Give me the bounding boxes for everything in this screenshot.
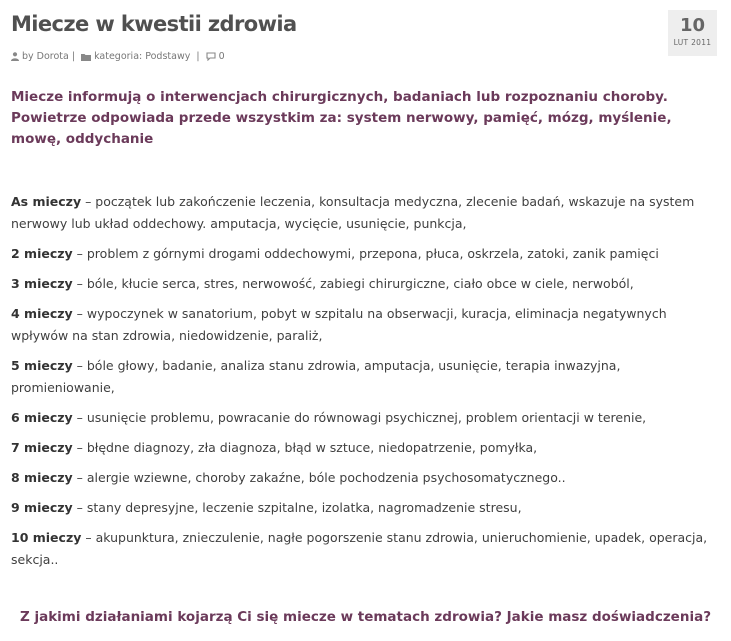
card-name: 9 mieczy <box>11 500 73 515</box>
card-name: 3 mieczy <box>11 276 73 291</box>
date-badge <box>668 10 717 56</box>
date-day: 10 <box>679 15 706 36</box>
card-name: As mieczy <box>11 194 82 209</box>
card-meaning: – usunięcie problemu, powracanie do równowagi psychicznej, problem orientacji w terenie, <box>72 410 647 425</box>
lead-line-1: Miecze informują o interwencjach chirurgicznych, badaniach lub rozpoznaniu choroby. <box>11 89 668 105</box>
post-title[interactable]: Miecze w kwestii zdrowia <box>11 12 297 36</box>
lead-paragraph <box>11 87 691 150</box>
card-meaning: – bóle, kłucie serca, stres, nerwowość, zabiegi chirurgiczne, ciało obce w ciele, nerwoból, <box>72 276 634 291</box>
list-item <box>11 355 723 399</box>
list-item <box>11 243 723 265</box>
card-name: 4 mieczy <box>11 306 73 321</box>
card-meaning: – stany depresyjne, leczenie szpitalne, izolatka, nagromadzenie stresu, <box>72 500 522 515</box>
card-meaning: – akupunktura, znieczulenie, nagłe pogorszenie stanu zdrowia, unieruchomienie, upadek, operacja, sekcja.. <box>11 530 708 567</box>
card-meaning: – wypoczynek w sanatorium, pobyt w szpitalu na obserwacji, kuracja, eliminacja negatywnych wpływów na stan zdrowia, niedowidzenie, paraliż, <box>11 306 667 343</box>
list-item <box>11 273 723 295</box>
card-name: 10 mieczy <box>11 530 82 545</box>
post-meta <box>11 51 225 62</box>
card-name: 2 mieczy <box>11 246 73 261</box>
list-item <box>11 527 723 571</box>
card-meaning: – błędne diagnozy, zła diagnoza, błąd w sztuce, niedopatrzenie, pomyłka, <box>72 440 538 455</box>
card-name: 7 mieczy <box>11 440 73 455</box>
comments-count[interactable]: 0 <box>218 51 225 62</box>
user-icon <box>11 52 19 61</box>
comment-icon <box>206 52 216 61</box>
card-meaning: – początek lub zakończenie leczenia, konsultacja medyczna, zlecenie badań, wskazuje na system nerwowy lub układ oddechowy. amputacja, wycięcie, usunięcie, punkcja, <box>11 194 695 231</box>
list-item <box>11 467 723 489</box>
card-meaning: – problem z górnymi drogami oddechowymi, przepona, płuca, oskrzela, zatoki, zanik pamięci <box>72 246 659 261</box>
list-item <box>11 497 723 519</box>
category-link[interactable]: kategoria: Podstawy <box>94 51 191 62</box>
card-name: 8 mieczy <box>11 470 73 485</box>
date-month-year: LUT 2011 <box>673 38 712 47</box>
list-item <box>11 437 723 459</box>
list-item <box>11 303 723 347</box>
lead-line-2: Powietrze odpowiada przede wszystkim za: system nerwowy, pamięć, mózg, myślenie, mowę, oddychanie <box>11 110 672 147</box>
list-item <box>11 407 723 429</box>
folder-icon <box>81 53 91 61</box>
card-meaning: – alergie wziewne, choroby zakaźne, bóle pochodzenia psychosomatycznego.. <box>72 470 566 485</box>
card-name: 6 mieczy <box>11 410 73 425</box>
card-meaning: – bóle głowy, badanie, analiza stanu zdrowia, amputacja, usunięcie, terapia inwazyjna, promieniowanie, <box>11 358 621 395</box>
closing-question: Z jakimi działaniami kojarzą Ci się miecze w tematach zdrowia? Jakie masz doświadczenia? <box>19 609 712 625</box>
card-name: 5 mieczy <box>11 358 73 373</box>
meta-separator: | <box>196 51 200 62</box>
list-item <box>11 191 723 235</box>
author-link[interactable]: by Dorota | <box>22 51 76 62</box>
